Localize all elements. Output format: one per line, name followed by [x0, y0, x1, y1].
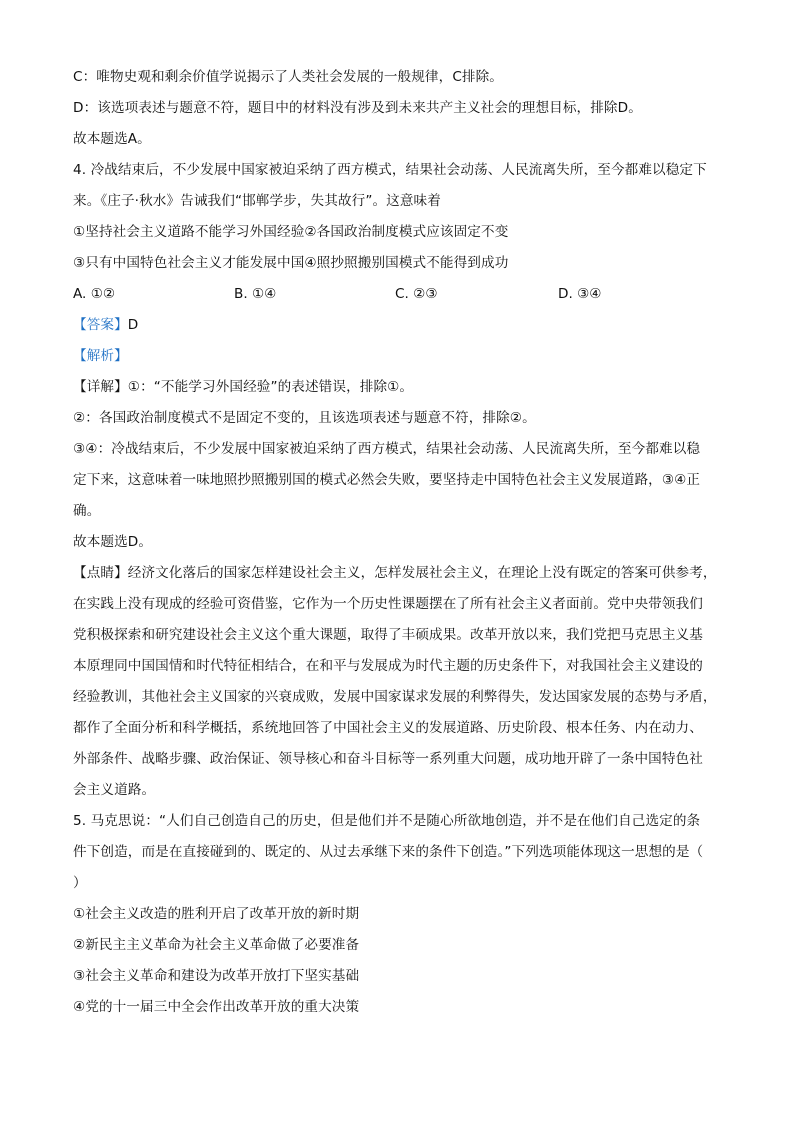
text-line: D：该选项表述与题意不符，题目中的材料没有涉及到未来共产主义社会的理想目标，排除D。	[73, 100, 642, 116]
question-5-stem-line-3: ）	[73, 875, 87, 891]
comment-line: 外部条件、战略步骤、政治保证、领导核心和奋斗目标等一系列重大问题，成功地开辟了一条中国特色社	[73, 751, 703, 767]
text-line: 确。	[73, 503, 101, 519]
text-line: 故本题选A。	[73, 131, 151, 147]
text-line: ②：各国政治制度模式不是固定不变的，且该选项表述与题意不符，排除②。	[73, 410, 536, 426]
comment-line: 党积极探索和研究建设社会主义这个重大课题，取得了丰硕成果。改革开放以来，我们党把马克思主义基	[73, 627, 703, 643]
answer-value: D	[127, 317, 139, 333]
question-5-stem-line-2: 件下创造，而是在直接碰到的、既定的、从过去承继下来的条件下创造。”下列选项能体现这一思想的是（	[73, 844, 704, 860]
analysis-tag: 【解析】	[73, 348, 128, 364]
answer-tag: 【答案】	[73, 317, 128, 333]
option-c: C. ②③	[395, 286, 438, 302]
question-4-stem-line-2: 来。《庄子·秋水》告诫我们“邯郸学步，失其故行”。这意味着	[73, 193, 441, 209]
comment-line: 都作了全面分析和科学概括，系统地回答了中国社会主义的发展道路、历史阶段、根本任务、内在动力、	[73, 720, 703, 736]
text-line: 定下来，这意味着一味地照抄照搬别国的模式必然会失败，要坚持走中国特色社会主义发展道路，③④正	[73, 472, 701, 488]
option-b: B. ①④	[234, 286, 277, 302]
answer-line	[73, 310, 733, 341]
question-4-stem-line-1: 4. 冷战结束后，不少发展中国家被迫采纳了西方模式，结果社会动荡、人民流离失所，至今都难以稳定下	[73, 162, 707, 178]
question-5-statement: ②新民主主义革命为社会主义革命做了必要准备	[73, 937, 360, 953]
comment-line-1	[73, 558, 733, 589]
question-5-stem-line-1: 5. 马克思说：“人们自己创造自己的历史，但是他们并不是随心所欲地创造，并不是在他们自己选定的条	[73, 813, 701, 829]
question-4-options	[73, 279, 733, 310]
question-5-statement: ①社会主义改造的胜利开启了改革开放的新时期	[73, 906, 360, 922]
detail-text: ①：“不能学习外国经验”的表述错误，排除①。	[127, 379, 414, 395]
question-5-statement: ④党的十一届三中全会作出改革开放的重大决策	[73, 999, 360, 1015]
text-line: C：唯物史观和剩余价值学说揭示了人类社会发展的一般规律，C排除。	[73, 69, 503, 85]
detail-line	[73, 372, 733, 403]
comment-line: 会主义道路。	[73, 782, 156, 798]
comment-first-text: 经济文化落后的国家怎样建设社会主义，怎样发展社会主义，在理论上没有既定的答案可供参考，	[127, 565, 717, 581]
option-d: D. ③④	[558, 286, 602, 302]
detail-tag: 【详解】	[73, 379, 128, 395]
text-line: 故本题选D。	[73, 534, 153, 550]
question-4-statement-line-1: ①坚持社会主义道路不能学习外国经验②各国政治制度模式应该固定不变	[73, 224, 509, 240]
comment-line: 在实践上没有现成的经验可资借鉴，它作为一个历史性课题摆在了所有社会主义者面前。党中央带领我们	[73, 596, 703, 612]
comment-tag: 【点睛】	[73, 565, 128, 581]
option-a: A. ①②	[73, 286, 116, 302]
question-5-statement: ③社会主义革命和建设为改革开放打下坚实基础	[73, 968, 360, 984]
question-4-statement-line-2: ③只有中国特色社会主义才能发展中国④照抄照搬别国模式不能得到成功	[73, 255, 509, 271]
comment-line: 本原理同中国国情和时代特征相结合，在和平与发展成为时代主题的历史条件下，对我国社会主义建设的	[73, 658, 703, 674]
analysis-line	[73, 341, 733, 372]
document-body	[73, 62, 733, 1023]
comment-line: 经验教训，其他社会主义国家的兴衰成败，发展中国家谋求发展的利弊得失，发达国家发展的态势与矛盾，	[73, 689, 717, 705]
text-line: ③④：冷战结束后，不少发展中国家被迫采纳了西方模式，结果社会动荡、人民流离失所，至今都难以稳	[73, 441, 701, 457]
